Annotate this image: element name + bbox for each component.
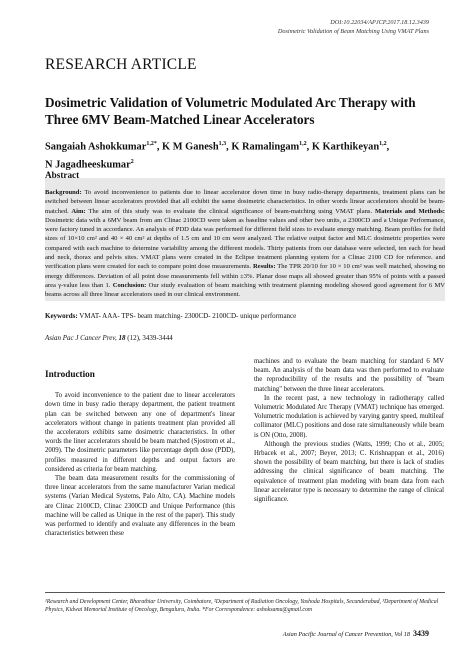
page-footer [283, 629, 429, 638]
corresponding-mark: * [153, 141, 157, 147]
running-title: Dosimetric Validation of Beam Matching Using VMAT Plans [277, 28, 429, 35]
citation-issue: (12) [125, 334, 139, 342]
introduction-heading: Introduction [45, 369, 95, 379]
abstract-label-methods: Materials and Methods: [372, 207, 445, 215]
abstract-box [45, 170, 445, 301]
paragraph: Although the previous studies (Watts, 1999; Cho et al., 2005; Hrbacek et al., 2007; Beyer, 2013; C. Krishnappan et al., 2016) shown the possibility of beam matching, but there is lack of studies addressing the clinical significance of beam matching. The equivalence of treatment plan modeling with beam data from each linear accelerator type is necessary to determine the range of clinical significance. [254, 440, 444, 504]
author-affil: 1,3 [218, 141, 227, 147]
abstract-background: To avoid inconvenience to patients due to linear accelerator down time in busy radio-therapy departments, treatment plans can be switched between linear accelerators provided that all exhibit the same dosimetric characteristics. In other words linear accelerators should be beam-matched. [45, 189, 445, 215]
citation-volume: 18 [116, 334, 126, 342]
abstract-conclusion: Our study evaluation of beam matching with treatment planning modeling showed good agreement for 6 MV beams across all three linear accelerators used in our clinical environment. [45, 281, 445, 299]
author-name: , K Ramalingam [226, 141, 300, 153]
article-title: Dosimetric Validation of Volumetric Modulated Arc Therapy with Three 6MV Beam-Matched Linear Accelerators [45, 95, 416, 127]
paragraph: In the recent past, a new technology in radiotherapy called Volumetric Modulated Arc Therapy (VMAT) technique has emerged. Volumetric modulation is achieved by varying gantry speed, multileaf collimator (MLC) positions and dose rate simultaneously while beam is ON (Otto, 2008). [254, 394, 444, 439]
citation-journal: Asian Pac J Cancer Prev, [45, 334, 117, 342]
author-name: N Jagadheeskumar [45, 159, 131, 171]
affiliation-footnote: ¹Research and Development Center, Bharathiar University, Coimbatore, ²Department of Radiation Oncology, Yashoda Hospitals, Secunderabad, ³Department of Medical Physics, Kidwai Memorial Institute of Oncology, Bengaluru, India. *For Correspondence: ashoksamu@gmail.com [45, 599, 439, 613]
column-right [254, 357, 444, 504]
keywords-text: VMAT- AAA- TPS- beam matching- 2300CD- 2100CD- unique performance [77, 312, 297, 320]
paragraph: To avoid inconvenience to the patient due to linear accelerators down time in busy radio therapy department, the patient treatment plan can be switched between any one of department's linear accelerators without change in patients treatment plan provided all the accelerators exhibits same dosimetric characteristics. In other words the liner accelerators should be beam matched (Sjostrom et al., 2009). The dosimetric parameters like percentage depth dose (PDD), profiles measured in different depths and output factors are considered as criteria for beam matching. [45, 392, 235, 473]
author-affil: 2 [130, 158, 134, 165]
keywords-label: Keywords: [45, 312, 78, 320]
doi: DOI:10.22034/APJCP.2017.18.12.3439 [330, 19, 429, 26]
keywords [45, 312, 296, 320]
abstract-heading: Abstract [45, 170, 80, 180]
abstract-results: The TPR 20/10 for 10 × 10 cm² was well matched, showing no energy differences. Deviation of all point dose measurements fell within ±3%. Planar dose maps all showed greater than 95% of points with a passed area γ-value less than 1. [45, 263, 445, 289]
citation [45, 334, 173, 342]
abstract-text [45, 188, 445, 300]
author-separator: , [386, 141, 390, 153]
abstract-label-results: Results: [251, 263, 276, 271]
authors-line-1 [45, 137, 445, 155]
citation-pages: , 3439-3444 [138, 334, 173, 342]
page-number: 3439 [413, 629, 429, 638]
author-affil: 1,2 [299, 141, 307, 147]
author-name: Sangaiah Ashokkumar [45, 141, 147, 153]
abstract-aim: The aim of this study was to evaluate the clinical significance of beam-matching using VMAT plans. [85, 207, 373, 215]
author-list [45, 137, 445, 173]
paragraph: machines and to evaluate the beam matching for standard 6 MV beam. An analysis of the beam data was then performed to evaluate the reproducibility of the results and the possibility of "beam matching" between the three linear accelerators. [254, 358, 444, 393]
abstract-label-conclusion: Conclusion: [110, 281, 147, 289]
author-affil: 1,2 [146, 141, 154, 147]
author-name: , K Karthikeyan [306, 141, 380, 153]
abstract-label-background: Background: [45, 189, 82, 196]
author-name: , K M Ganesh [156, 141, 219, 153]
abstract-methods: Dosimetric data with a 6MV beam from am Clinac 2100CD were taken as baseline values and other two units, a 2300CD and a Unique Performance, were factory tuned in accordance. An analysis of PDD data was performed for different field sizes to evaluate energy matching. Beam profiles for field sizes of 10×10 cm² and 40 × 40 cm² at depths of 1.5 cm and 10 cm were analyzed. The relative output factor and MLC dosimetric properties were compared with each machine to determine variability among the different models. Thirty patients from our database were selected, ten each for head and neck, thorax and pelvis sites. VMAT plans were created in the Eclipse treatment planning system for a Clinac 2100 CD for reference. and verification plans were created for each to compare point dose measurements. [45, 216, 445, 271]
abstract-label-aim: Aim: [68, 207, 86, 215]
running-header [278, 18, 429, 36]
column-left [45, 370, 235, 538]
authors-line-2 [45, 155, 445, 173]
author-affil: 1,2 [379, 141, 387, 147]
paragraph: The beam data measurement results for the commissioning of three linear accelerators from the same manufacturer Varian medical systems (Varian Medical Systems, Palo Alto, CA). Machine models are Clinac 2100CD, Clinac 2300CD and Unique Performance (this machine will be called as Unique in the rest of the paper). This study was performed to identify and evaluate any differences in the beam characteristics between these [45, 475, 235, 538]
section-label: RESEARCH ARTICLE [45, 56, 197, 73]
footer-journal: Asian Pacific Journal of Cancer Prevention, Vol 18 [282, 631, 410, 638]
footnote-divider [45, 592, 445, 593]
